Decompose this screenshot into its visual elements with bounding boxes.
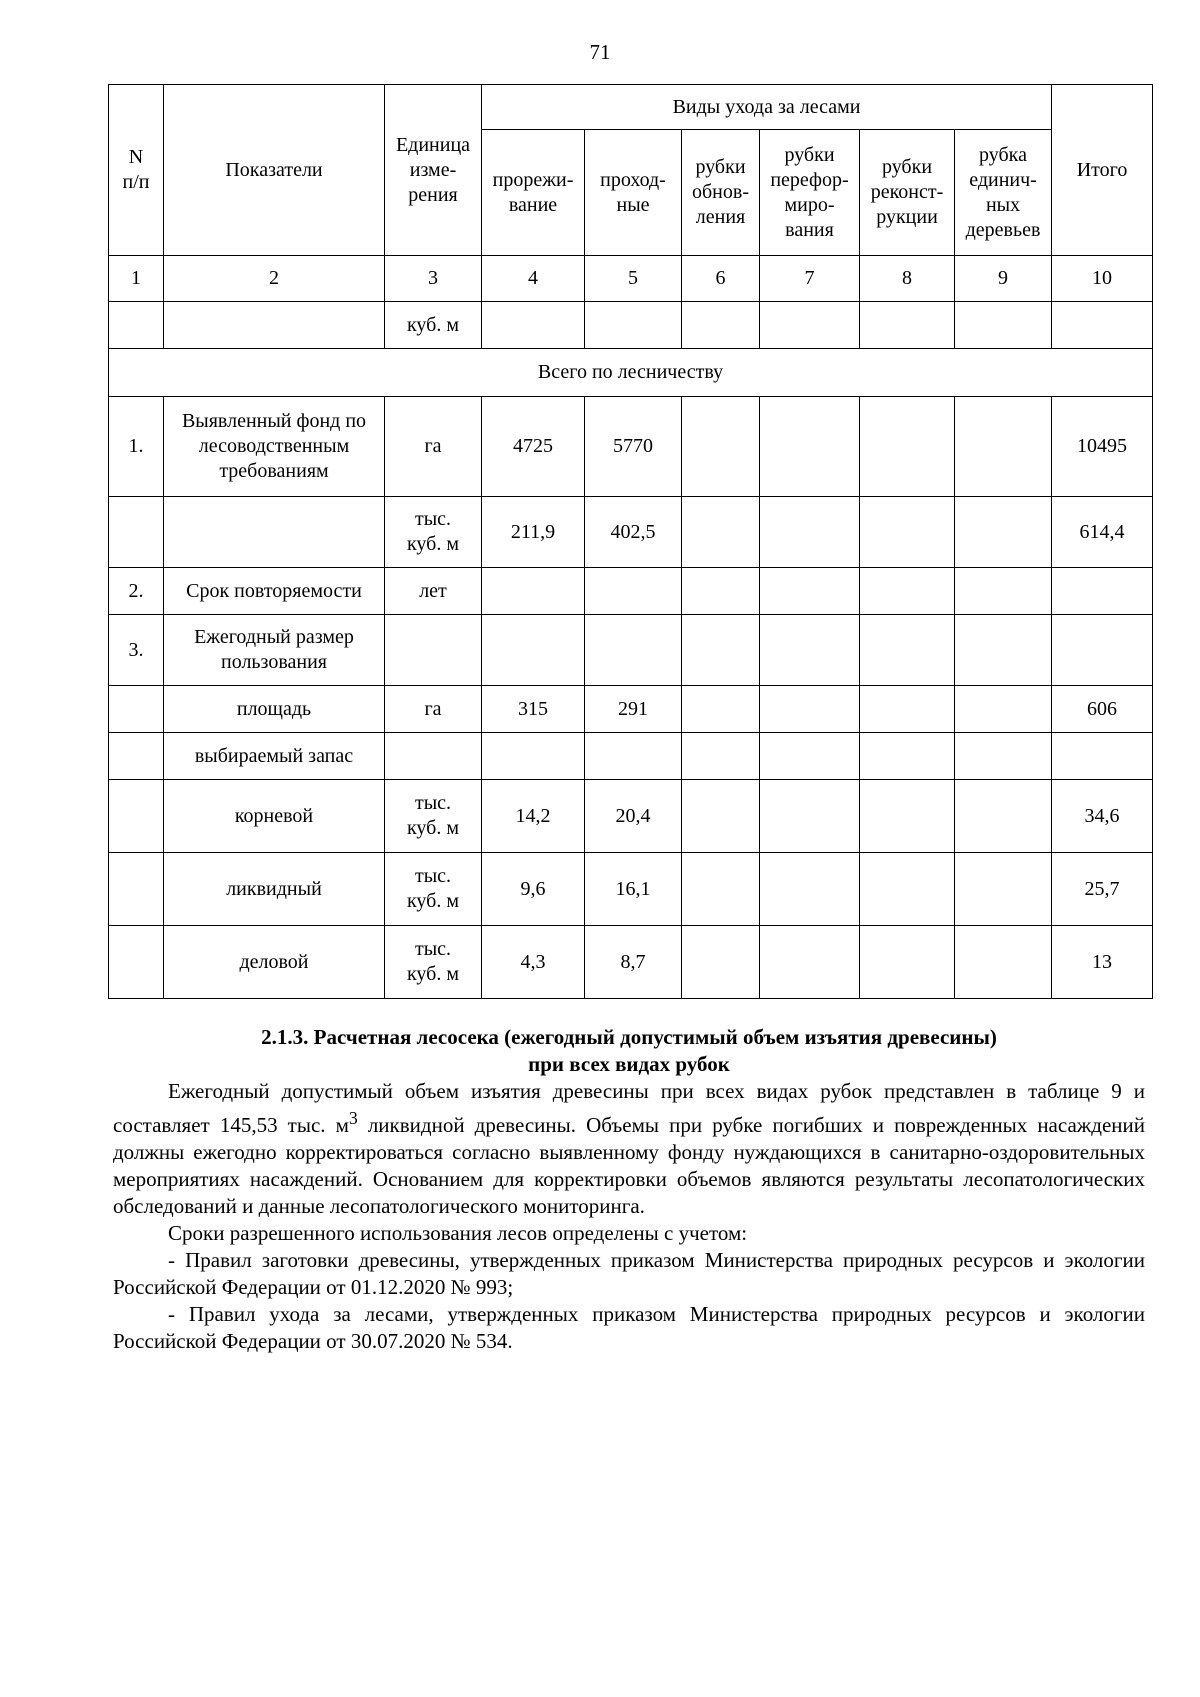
cell-value: [955, 615, 1052, 686]
column-number: 3: [385, 256, 482, 302]
row-annual-use: [109, 615, 1153, 686]
row-selected-stock: [109, 733, 1153, 780]
cell-number: [109, 733, 164, 780]
cell-value: [682, 686, 760, 733]
cell-value: [955, 686, 1052, 733]
unit-only-row: [109, 302, 1153, 349]
cell-value: [860, 615, 955, 686]
cell-value: [860, 926, 955, 999]
cell-total: 10495: [1052, 397, 1153, 497]
cell-value: [860, 497, 955, 568]
cell-empty: [760, 302, 860, 349]
cell-value: [955, 926, 1052, 999]
column-number: 5: [585, 256, 682, 302]
cell-value: [760, 686, 860, 733]
row-commercial-stock: [109, 926, 1153, 999]
cell-empty: [164, 302, 385, 349]
cell-number: 3.: [109, 615, 164, 686]
cell-empty: [860, 302, 955, 349]
cell-value: [860, 853, 955, 926]
cell-total: 34,6: [1052, 780, 1153, 853]
cell-unit: лет: [385, 568, 482, 615]
section-heading-line-1: 2.1.3. Расчетная лесосека (ежегодный допустимый объем изъятия древесины): [261, 1025, 997, 1049]
section-row: [109, 349, 1153, 397]
cell-value: [682, 780, 760, 853]
cell-value: [955, 568, 1052, 615]
cell-empty: [682, 302, 760, 349]
column-number: 4: [482, 256, 585, 302]
cell-total: 606: [1052, 686, 1153, 733]
cell-value: [760, 733, 860, 780]
cell-value: [682, 568, 760, 615]
cell-value: [760, 853, 860, 926]
column-numbers-row: [109, 256, 1153, 302]
row-identified-fund-area: [109, 397, 1153, 497]
section-title-cell: Всего по лесничеству: [109, 349, 1153, 397]
cell-unit: тыс. куб. м: [385, 926, 482, 999]
cell-value: [682, 615, 760, 686]
section-text: [113, 1024, 1145, 1355]
cell-value: [482, 733, 585, 780]
cell-value: [682, 397, 760, 497]
cell-value: [860, 780, 955, 853]
cell-indicator: деловой: [164, 926, 385, 999]
header-row-group: [109, 85, 1153, 130]
header-type-passage: проход- ные: [585, 130, 682, 256]
cell-empty: [109, 302, 164, 349]
paragraph-rule-harvest: - Правил заготовки древесины, утвержденных приказом Министерства природных ресурсов и экологии Российской Федерации от 01.12.2020 № 993;: [113, 1248, 1145, 1299]
cell-number: [109, 780, 164, 853]
cell-total: 25,7: [1052, 853, 1153, 926]
cell-value: [482, 568, 585, 615]
cell-indicator: [164, 497, 385, 568]
cell-value: 211,9: [482, 497, 585, 568]
cell-unit: га: [385, 397, 482, 497]
header-care-types-group: Виды ухода за лесами: [482, 85, 1052, 130]
cell-value: [860, 686, 955, 733]
header-n: N п/п: [109, 85, 164, 256]
column-number: 9: [955, 256, 1052, 302]
cell-number: [109, 497, 164, 568]
header-type-thinning: прорежи- вание: [482, 130, 585, 256]
cell-empty: [585, 302, 682, 349]
cell-unit: тыс. куб. м: [385, 853, 482, 926]
cell-value: 16,1: [585, 853, 682, 926]
column-number: 1: [109, 256, 164, 302]
cell-number: [109, 853, 164, 926]
cell-value: [482, 615, 585, 686]
cell-value: [760, 397, 860, 497]
cell-unit: [385, 615, 482, 686]
header-type-reconstruction: рубки реконст- рукции: [860, 130, 955, 256]
cell-total: [1052, 568, 1153, 615]
header-total: Итого: [1052, 85, 1153, 256]
superscript-cubed: 3: [348, 1108, 358, 1128]
cell-indicator: ликвидный: [164, 853, 385, 926]
cell-unit: тыс. куб. м: [385, 780, 482, 853]
cell-value: [860, 568, 955, 615]
header-type-renewal: рубки обнов- ления: [682, 130, 760, 256]
cell-indicator: корневой: [164, 780, 385, 853]
cell-empty: [955, 302, 1052, 349]
cell-number: 1.: [109, 397, 164, 497]
section-heading-line-2: при всех видах рубок: [528, 1052, 730, 1076]
cell-total: 614,4: [1052, 497, 1153, 568]
cell-value: [860, 733, 955, 780]
cell-value: 4,3: [482, 926, 585, 999]
header-type-single-trees: рубка единич- ных деревьев: [955, 130, 1052, 256]
cell-indicator: выбираемый запас: [164, 733, 385, 780]
cell-number: [109, 926, 164, 999]
column-number: 6: [682, 256, 760, 302]
cell-total: 13: [1052, 926, 1153, 999]
forest-care-table: [108, 84, 1153, 999]
cell-empty: [1052, 302, 1153, 349]
cell-value: [585, 615, 682, 686]
cell-value: 402,5: [585, 497, 682, 568]
header-indicator: Показатели: [164, 85, 385, 256]
cell-value: [955, 780, 1052, 853]
cell-value: 20,4: [585, 780, 682, 853]
column-number: 10: [1052, 256, 1153, 302]
cell-value: 9,6: [482, 853, 585, 926]
cell-value: [760, 497, 860, 568]
cell-unit: [385, 733, 482, 780]
cell-unit: куб. м: [385, 302, 482, 349]
cell-indicator: площадь: [164, 686, 385, 733]
cell-total: [1052, 733, 1153, 780]
cell-value: [955, 397, 1052, 497]
page-number: 71: [589, 40, 611, 64]
cell-value: [955, 497, 1052, 568]
paragraph-terms: Сроки разрешенного использования лесов определены с учетом:: [168, 1221, 748, 1245]
cell-value: [760, 568, 860, 615]
cell-unit: тыс. куб. м: [385, 497, 482, 568]
cell-value: [760, 615, 860, 686]
cell-indicator: Ежегодный размер пользования: [164, 615, 385, 686]
paragraph-text: ликвидной древесины. Объемы при рубке погибших и поврежденных насаждений должны ежегодно корректироваться согласно выявленному фонду нуждающихся в санитарно-оздоровительных мероприятиях насаждений. Основанием для корректировки объемов являются результаты лесопатологических обследований и данные лесопатологического мониторинга.: [113, 1113, 1145, 1218]
cell-value: 315: [482, 686, 585, 733]
cell-value: [585, 568, 682, 615]
cell-value: [682, 853, 760, 926]
header-unit: Единица изме- рения: [385, 85, 482, 256]
cell-value: 291: [585, 686, 682, 733]
header-type-reformation: рубки перефор- миро- вания: [760, 130, 860, 256]
cell-value: [860, 397, 955, 497]
cell-number: 2.: [109, 568, 164, 615]
column-number: 2: [164, 256, 385, 302]
cell-value: [682, 733, 760, 780]
cell-value: [760, 926, 860, 999]
cell-value: 4725: [482, 397, 585, 497]
cell-value: 5770: [585, 397, 682, 497]
cell-value: [955, 853, 1052, 926]
cell-value: [682, 926, 760, 999]
row-root-stock: [109, 780, 1153, 853]
row-repeat-period: [109, 568, 1153, 615]
cell-value: [955, 733, 1052, 780]
column-number: 8: [860, 256, 955, 302]
cell-total: [1052, 615, 1153, 686]
paragraph-harvest-volume: [113, 1078, 1145, 1220]
row-liquid-stock: [109, 853, 1153, 926]
cell-unit: га: [385, 686, 482, 733]
cell-value: [682, 497, 760, 568]
column-number: 7: [760, 256, 860, 302]
cell-value: 14,2: [482, 780, 585, 853]
cell-indicator: Срок повторяемости: [164, 568, 385, 615]
cell-value: 8,7: [585, 926, 682, 999]
cell-empty: [482, 302, 585, 349]
paragraph-text: Ежегодный допустимый объем изъятия древесины при всех видах рубок представлен в таблице 9 и составляет 145,53 тыс. м: [113, 1079, 1145, 1137]
cell-value: [760, 780, 860, 853]
paragraph-rule-care: - Правил ухода за лесами, утвержденных приказом Министерства природных ресурсов и экологии Российской Федерации от 30.07.2020 № 534.: [113, 1302, 1145, 1353]
row-identified-fund-volume: [109, 497, 1153, 568]
cell-indicator: Выявленный фонд по лесоводственным требованиям: [164, 397, 385, 497]
cell-value: [585, 733, 682, 780]
cell-number: [109, 686, 164, 733]
row-area: [109, 686, 1153, 733]
